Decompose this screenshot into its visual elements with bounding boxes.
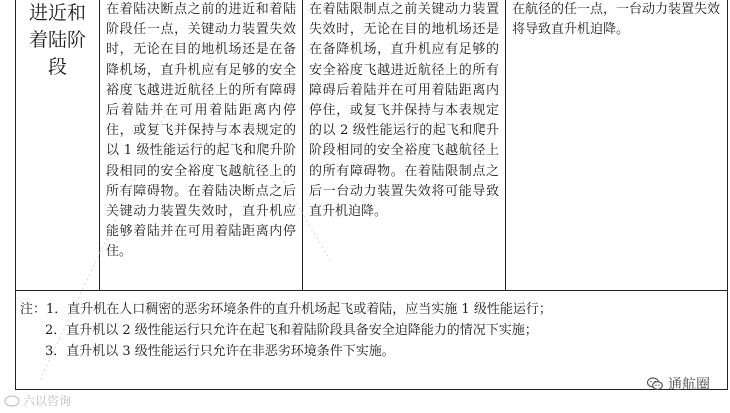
table-row [16,0,727,291]
document-sheet [15,0,728,390]
faint-watermark-text: 六以咨询 [23,394,72,408]
class3-cell: 在航径的任一点，一台动力装置失效将导致直升机迫降。 [506,0,728,291]
notes-section [16,291,727,362]
wechat-watermark [647,374,710,394]
note-text: 1．直升机在人口稠密的恶劣环境条件的直升机场起飞或着陆，应当实施 1 级性能运行； [46,302,552,317]
note-item-3 [20,341,727,362]
phase-cell: 进近和着陆阶段 [16,0,100,291]
notes-prefix: 注： [20,302,47,317]
note-item-1 [20,299,727,320]
watermark-label: 通航圈 [668,377,710,393]
performance-table [16,0,727,291]
faint-logo-icon [4,395,20,407]
class1-cell: 在着陆决断点之前的进近和着陆阶段任一点，关键动力装置失效时，无论在目的地机场还是在备降机场，直升机应有足够的安全裕度飞越进近航径上的所有障碍后着陆并在可用着陆距离内停住，或复飞并保持与本表规定的以 1 级性能运行的起飞和爬升阶段相同的安全裕度飞越航径上的所有障碍物。在着陆决断点之后关键动力装置失效时，直升机应能够着陆并在可用着陆距离内停住。 [100,0,303,291]
faint-watermark [4,392,71,409]
note-text: 2．直升机以 2 级性能运行只允许在起飞和着陆阶段具备安全迫降能力的情况下实施； [45,323,538,338]
wechat-icon [647,377,663,391]
note-text: 3．直升机以 3 级性能运行只允许在非恶劣环境条件下实施。 [45,344,395,359]
note-item-2 [20,320,727,341]
class2-cell: 在着陆限制点之前关键动力装置失效时，无论在目的地机场还是在备降机场，直升机应有足够的安全裕度飞越进近航径上的所有障碍后着陆并在可用着陆距离内停住，或复飞并保持与本表规定的以 2 级性能运行的起飞和爬升阶段相同的安全裕度飞越航径上的所有障碍物。在着陆限制点之后一台动力装置失效将可能导致直升机迫降。 [303,0,506,291]
